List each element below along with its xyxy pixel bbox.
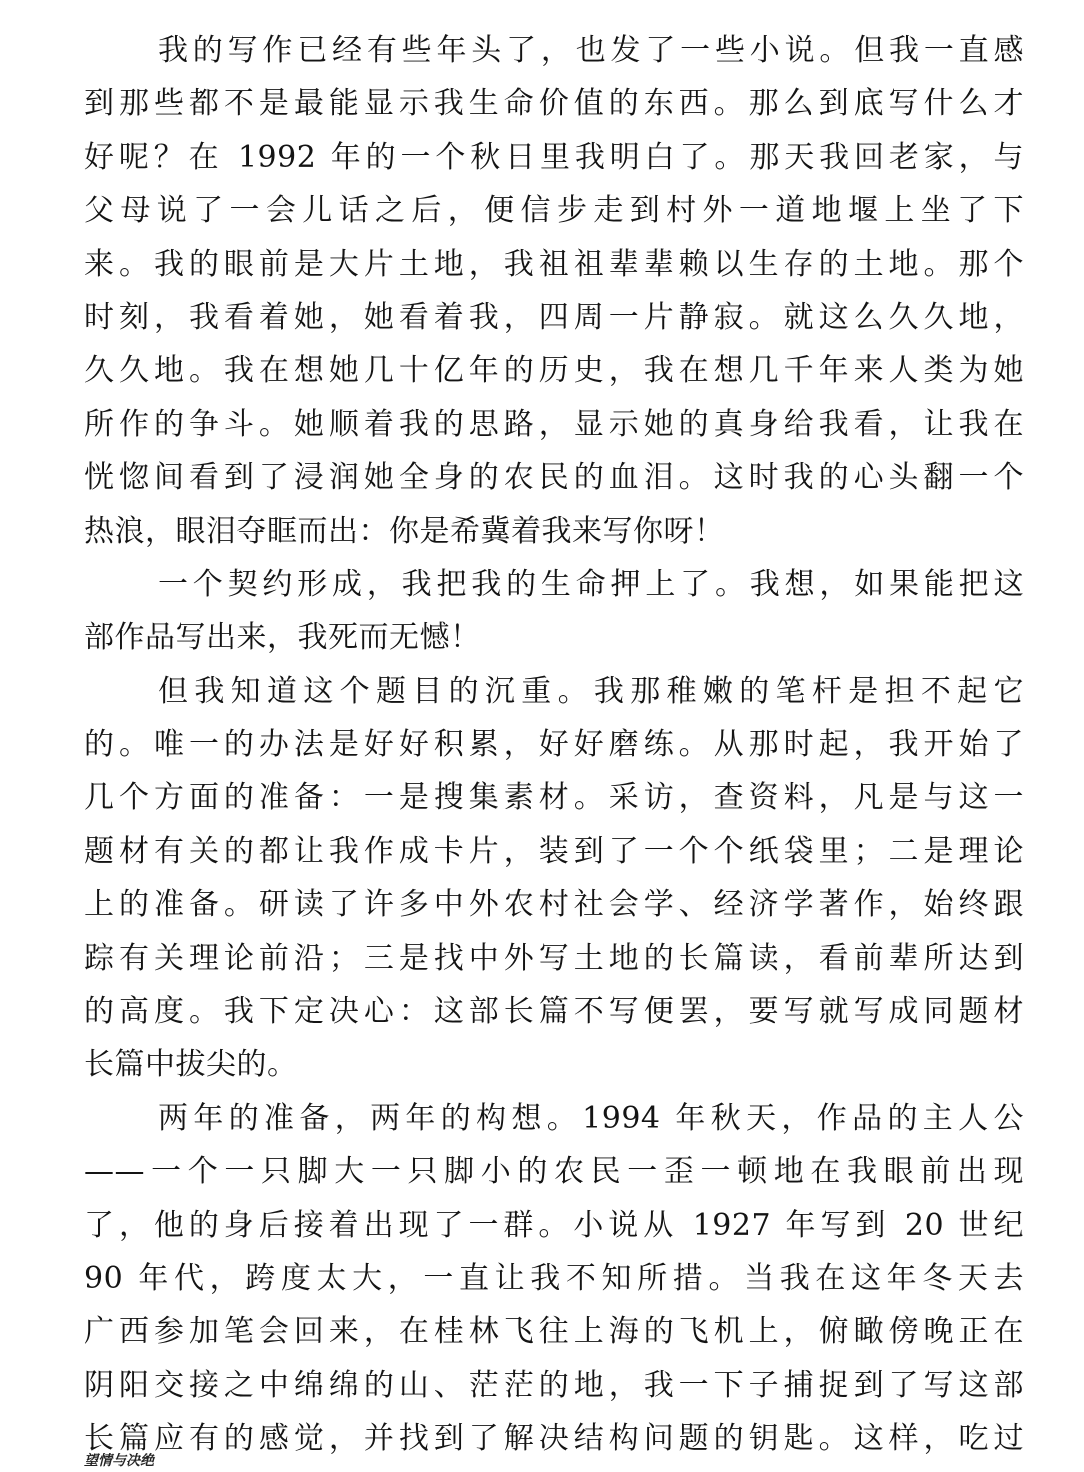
text-line: 阴阳交接之中绵绵的山、茫茫的地，我一下子捕捉到了写这部: [84, 1367, 1024, 1403]
text-line: 久久地。我在想她几十亿年的历史，我在想几千年来人类为她: [84, 353, 1024, 389]
text-line: 广西参加笔会回来，在桂林飞往上海的飞机上，俯瞰傍晚正在: [84, 1314, 1024, 1350]
text-line: 两年的准备，两年的构想。1994 年秋天，作品的主人公: [158, 1100, 1024, 1136]
text-line: 长篇中拔尖的。: [84, 1047, 298, 1083]
text-line: 长篇应有的感觉，并找到了解决结构问题的钥匙。这样，吃过: [84, 1421, 1024, 1457]
text-line: 恍惚间看到了浸润她全身的农民的血泪。这时我的心头翻一个: [84, 460, 1024, 496]
text-line: 所作的争斗。她顺着我的思路，显示她的真身给我看，让我在: [84, 406, 1024, 442]
text-line: 到那些都不是最能显示我生命价值的东西。那么到底写什么才: [84, 86, 1024, 122]
text-line: 几个方面的准备：一是搜集素材。采访，查资料，凡是与这一: [84, 780, 1024, 816]
text-line: 的高度。我下定决心：这部长篇不写便罢，要写就写成同题材: [84, 994, 1024, 1030]
text-line: 好呢？在 1992 年的一个秋日里我明白了。那天我回老家，与: [84, 139, 1024, 175]
text-line: 踪有关理论前沿；三是找中外写土地的长篇读，看前辈所达到: [84, 940, 1024, 976]
text-line: 来。我的眼前是大片土地，我祖祖辈辈赖以生存的土地。那个: [84, 246, 1024, 282]
text-line: 上的准备。研读了许多中外农村社会学、经济学著作，始终跟: [84, 887, 1024, 923]
text-line: 的。唯一的办法是好好积累，好好磨练。从那时起，我开始了: [84, 727, 1024, 763]
text-line: 热浪，眼泪夺眶而出：你是希冀着我来写你呀！: [84, 513, 725, 549]
text-line: 父母说了一会儿话之后，便信步走到村外一道地堰上坐了下: [84, 193, 1024, 229]
text-line: 了，他的身后接着出现了一群。小说从 1927 年写到 20 世纪: [84, 1207, 1024, 1243]
text-line: ——一个一只脚大一只脚小的农民一歪一顿地在我眼前出现: [84, 1154, 1024, 1190]
text-line: 题材有关的都让我作成卡片，装到了一个个纸袋里；二是理论: [84, 833, 1024, 869]
text-line: 部作品写出来，我死而无憾！: [84, 620, 481, 656]
running-footer: 望情与决绝: [84, 1453, 154, 1469]
text-line: 但我知道这个题目的沉重。我那稚嫩的笔杆是担不起它: [158, 673, 1024, 709]
text-line: 90 年代，跨度太大，一直让我不知所措。当我在这年冬天去: [84, 1260, 1024, 1296]
text-line: 时刻，我看着她，她看着我，四周一片静寂。就这么久久地，: [84, 299, 1024, 335]
text-line: 我的写作已经有些年头了，也发了一些小说。但我一直感: [158, 33, 1024, 68]
text-line: 一个契约形成，我把我的生命押上了。我想，如果能把这: [158, 566, 1024, 602]
page-text: [84, 24, 1024, 1466]
